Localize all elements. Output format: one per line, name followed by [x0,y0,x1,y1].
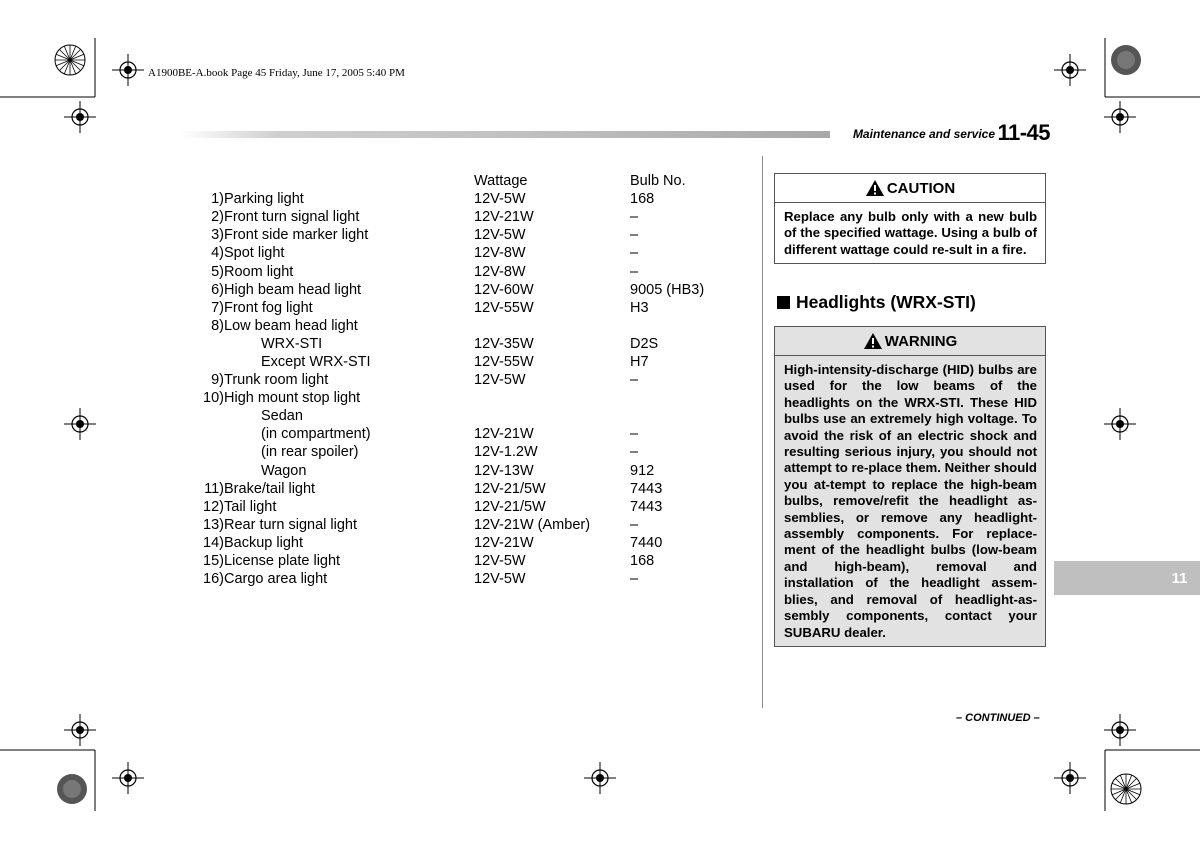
bulb-wattage [474,317,630,335]
bulb-number: – [630,426,639,443]
bulb-wattage: 12V-5W [474,372,526,389]
bulb-name: Cargo area light [224,571,328,588]
bulb-name: Except WRX-STI [261,353,371,370]
bulb-wattage: 12V-8W [474,245,526,262]
caution-title [775,174,1045,202]
caution-label: CAUTION [886,179,956,197]
bulb-name: Trunk room light [224,372,329,389]
bulb-number [630,317,750,335]
bulb-number: – [630,263,639,280]
bulb-wattage [474,389,630,407]
bulb-number: – [630,209,639,226]
bulb-name: Spot light [224,245,285,262]
warning-label: WARNING [884,332,958,350]
bulb-name: Tail light [224,498,277,515]
bulb-table [185,172,750,588]
row-number: 8) [211,317,224,334]
table-row [185,208,750,226]
bulb-number: 912 [630,462,655,479]
column-divider [762,156,763,708]
table-row [185,317,750,335]
bulb-name: Front side marker light [224,227,369,244]
bulb-wattage: 12V-35W [474,335,534,352]
row-number: 13) [203,516,224,533]
continued-note: – CONTINUED – [956,712,1040,724]
bulb-wattage: 12V-1.2W [474,444,538,461]
table-row [185,552,750,570]
bulb-number: – [630,444,639,461]
bullet-square-icon [777,296,790,309]
bulb-name: High mount stop light [224,390,361,407]
warning-title [775,327,1045,355]
bulb-number: – [630,571,639,588]
table-row [185,462,750,480]
bulb-name: WRX-STI [261,335,323,352]
row-number [185,443,224,461]
table-row [185,226,750,244]
bulb-wattage: 12V-21W [474,426,534,443]
bulb-wattage: 12V-21/5W [474,498,546,515]
table-row [185,353,750,371]
bulb-wattage: 12V-55W [474,299,534,316]
bulb-number: – [630,245,639,262]
bulb-wattage: 12V-21W [474,209,534,226]
table-row [185,389,750,407]
section-title: Maintenance and service [852,127,995,141]
bulb-number [630,407,750,425]
table-row [185,281,750,299]
row-number: 2) [211,209,224,226]
row-number: 11) [204,480,224,497]
bulb-name: Sedan [261,408,303,425]
table-row [185,443,750,461]
row-number [185,353,224,371]
table-row [185,570,750,588]
row-number: 5) [211,263,224,280]
row-number: 16) [203,571,224,588]
bulb-wattage: 12V-21W [474,534,534,551]
row-number: 3) [211,227,224,244]
warning-box [774,326,1046,647]
bulb-name: (in rear spoiler) [261,444,359,461]
bulb-wattage: 12V-60W [474,281,534,298]
bulb-wattage: 12V-5W [474,227,526,244]
bulb-no-header: Bulb No. [630,173,686,190]
bulb-name: Front fog light [224,299,313,316]
caution-body: Replace any bulb only with a new bulb of the specified wattage. Using a bulb of different wattage could re-sult in a fire. [775,202,1045,263]
bulb-wattage: 12V-55W [474,353,534,370]
caution-box [774,173,1046,264]
page-number: 11-45 [997,120,1050,145]
row-number: 14) [203,534,224,551]
warning-body: High-intensity-discharge (HID) bulbs are used for the low beams of the headlights on the WRX-STI. These HID bulbs use an extremely high voltage. To avoid the risk of an electric shock and resulting serious injury, you should not attempt to re-place them. Neither should you at-tempt to replace the high-beam bulbs, remove/refit the headlight as-semblies, or remove any headlight-assembly components. For replace-ment of the headlight bulbs (low-beam and high-beam), removal and installation of the headlight assem-blies, and removal of headlight-as-sembly components, contact your SUBARU dealer. [775,355,1045,646]
warning-triangle-icon [863,332,883,350]
table-row [185,190,750,208]
bulb-wattage: 12V-21/5W [474,480,546,497]
bulb-wattage: 12V-5W [474,191,526,208]
row-number [185,462,224,480]
table-row [185,534,750,552]
bulb-number: 9005 (HB3) [630,281,705,298]
table-row [185,407,750,425]
bulb-number: 7440 [630,534,663,551]
table-row [185,516,750,534]
bulb-name: License plate light [224,553,341,570]
bulb-number: 168 [630,553,655,570]
bulb-name: Front turn signal light [224,209,360,226]
headlights-heading-text: Headlights (WRX-STI) [796,292,976,312]
bulb-name: Low beam head light [224,317,358,334]
wattage-header: Wattage [474,173,528,190]
bulb-number: 168 [630,191,655,208]
table-header-row [185,172,750,190]
row-number [185,407,224,425]
warning-triangle-icon [865,179,885,197]
bulb-number: – [630,227,639,244]
bulb-name: Backup light [224,534,303,551]
bulb-number [630,389,750,407]
row-number: 12) [203,498,224,515]
bulb-number: D2S [630,335,659,352]
bulb-number: H7 [630,353,649,370]
bulb-number: 7443 [630,480,663,497]
bulb-wattage: 12V-5W [474,553,526,570]
bulb-name: Room light [224,263,294,280]
row-number [185,425,224,443]
bulb-number: 7443 [630,498,663,515]
bulb-number: – [630,372,639,389]
table-row [185,299,750,317]
bulb-name: (in compartment) [261,426,371,443]
bulb-number: – [630,516,639,533]
table-row [185,425,750,443]
bulb-name: Rear turn signal light [224,516,357,533]
table-row [185,498,750,516]
headlights-heading [777,292,976,313]
bulb-name: Brake/tail light [224,480,316,497]
row-number: 4) [211,245,224,262]
row-number [185,335,224,353]
table-row [185,371,750,389]
bulb-wattage [474,407,630,425]
row-number: 9) [211,372,224,389]
table-row [185,335,750,353]
row-number: 7) [211,299,224,316]
bulb-wattage: 12V-5W [474,571,526,588]
bulb-name: Wagon [261,462,307,479]
row-number: 15) [203,553,224,570]
header-rule [180,131,830,138]
table-row [185,262,750,280]
row-number: 10) [203,390,224,407]
bulb-name: Parking light [224,191,304,208]
table-row [185,244,750,262]
table-row [185,480,750,498]
book-info: A1900BE-A.book Page 45 Friday, June 17, 2005 5:40 PM [148,67,405,79]
row-number: 6) [211,281,224,298]
bulb-wattage: 12V-21W (Amber) [474,516,591,533]
bulb-wattage: 12V-13W [474,462,534,479]
bulb-number: H3 [630,299,649,316]
row-number: 1) [211,191,224,208]
chapter-tab: 11 [1054,561,1200,595]
bulb-wattage: 12V-8W [474,263,526,280]
bulb-name: High beam head light [224,281,362,298]
